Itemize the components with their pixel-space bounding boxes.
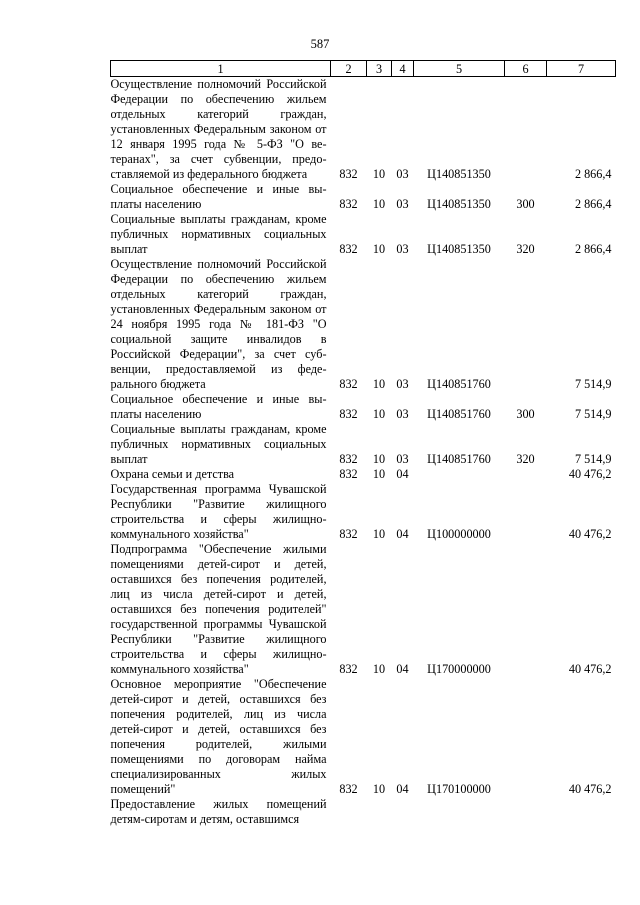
table-row — [111, 482, 616, 542]
row-admin-code-cell: 832 — [339, 167, 358, 181]
row-admin-code-cell — [331, 797, 367, 827]
row-subsection-cell: 03 — [396, 167, 409, 181]
row-amount-cell: 40 476,2 — [568, 782, 612, 796]
row-target-article-cell: Ц140851350 — [427, 167, 491, 181]
header-col-6: 6 — [505, 61, 547, 77]
row-amount-cell — [547, 797, 616, 827]
table-row — [111, 257, 616, 392]
table-row — [111, 422, 616, 467]
row-target-article-cell: Ц170000000 — [427, 662, 491, 676]
header-col-1: 1 — [111, 61, 331, 77]
row-name-cell: Государственная программа Чувашской Республики "Развитие жилищного строительства и сферы жилищно-коммунального хозяйства" — [110, 482, 327, 541]
row-section-cell: 10 — [372, 782, 386, 796]
table-row — [111, 212, 616, 257]
row-name-cell: Предоставление жилых помещений детям-сиротам и детям, оставшимся — [110, 797, 327, 826]
row-expense-type-cell — [505, 257, 547, 392]
row-amount-cell: 2 866,4 — [574, 242, 612, 256]
row-name-cell: Подпрограмма "Обеспечение жилыми помещениями детей-сирот и детей, оставшихся без попечения родителей, лиц из числа детей-сирот и детей, оставшихся без попечения родителей" государственной программы Чувашской Республики "Развитие жилищного строительства и сферы жилищно-коммунального хозяйства" — [110, 542, 327, 676]
row-section-cell: 10 — [372, 452, 386, 466]
header-col-4: 4 — [392, 61, 414, 77]
row-expense-type-cell: 320 — [516, 452, 535, 466]
row-subsection-cell: 03 — [396, 242, 409, 256]
row-expense-type-cell: 300 — [516, 197, 535, 211]
row-section-cell: 10 — [372, 167, 386, 181]
row-target-article-cell — [414, 467, 505, 482]
row-amount-cell: 7 514,9 — [574, 377, 612, 391]
row-target-article-cell: Ц100000000 — [427, 527, 491, 541]
header-col-2: 2 — [331, 61, 367, 77]
row-admin-code-cell: 832 — [339, 242, 358, 256]
row-amount-cell: 40 476,2 — [568, 527, 612, 541]
row-expense-type-cell — [505, 797, 547, 827]
row-name-cell: Социальное обеспечение и иные выплаты населению — [110, 182, 327, 211]
row-target-article-cell: Ц140851760 — [427, 452, 491, 466]
row-subsection-cell: 03 — [396, 407, 409, 421]
table-header — [111, 61, 616, 77]
row-amount-cell: 40 476,2 — [568, 662, 612, 676]
row-subsection-cell: 04 — [396, 782, 409, 796]
row-section-cell: 10 — [372, 467, 386, 481]
row-admin-code-cell: 832 — [339, 467, 358, 481]
row-target-article-cell: Ц140851350 — [427, 197, 491, 211]
row-subsection-cell: 03 — [396, 452, 409, 466]
row-subsection-cell — [392, 797, 414, 827]
row-admin-code-cell: 832 — [339, 452, 358, 466]
row-section-cell: 10 — [372, 662, 386, 676]
row-amount-cell: 40 476,2 — [568, 467, 612, 481]
table-row — [111, 467, 616, 482]
header-col-5: 5 — [414, 61, 505, 77]
row-target-article-cell — [414, 797, 505, 827]
row-amount-cell: 7 514,9 — [574, 452, 612, 466]
table-body — [111, 77, 616, 828]
row-amount-cell: 7 514,9 — [574, 407, 612, 421]
row-name-cell: Социальное обеспечение и иные выплаты населению — [110, 392, 327, 421]
row-target-article-cell: Ц170100000 — [427, 782, 491, 796]
row-expense-type-cell — [505, 482, 547, 542]
row-admin-code-cell: 832 — [339, 782, 358, 796]
row-subsection-cell: 03 — [396, 377, 409, 391]
table-row — [111, 542, 616, 677]
row-subsection-cell: 04 — [396, 467, 409, 481]
row-name-cell: Осуществление полномочий Российской Федерации по обеспечению жильем отдельных категорий граждан, установленных Федеральным законом от 24 ноября 1995 года № 181-ФЗ "О социальной защите инвалидов в Российской Федерации", за счет субвенции, предоставляемой из федерального бюджета — [110, 257, 327, 391]
page-number: 587 — [310, 37, 330, 51]
row-subsection-cell: 04 — [396, 527, 409, 541]
table-row — [111, 77, 616, 183]
row-section-cell: 10 — [372, 197, 386, 211]
row-expense-type-cell — [505, 542, 547, 677]
row-name-cell: Социальные выплаты гражданам, кроме публичных нормативных социальных выплат — [110, 422, 327, 466]
row-amount-cell: 2 866,4 — [574, 167, 612, 181]
row-admin-code-cell: 832 — [339, 407, 358, 421]
budget-table — [110, 60, 616, 827]
header-col-7: 7 — [547, 61, 616, 77]
row-section-cell: 10 — [372, 377, 386, 391]
row-admin-code-cell: 832 — [339, 527, 358, 541]
header-col-3: 3 — [367, 61, 392, 77]
row-subsection-cell: 04 — [396, 662, 409, 676]
row-expense-type-cell: 300 — [516, 407, 535, 421]
row-name-cell: Осуществление полномочий Российской Федерации по обеспечению жильем отдельных категорий граждан, установленных Федеральным законом от 12 января 1995 года № 5-ФЗ "О ветеранах", за счет субвенции, предоставляемой из федерального бюджета — [110, 77, 327, 181]
row-target-article-cell: Ц140851760 — [427, 377, 491, 391]
row-admin-code-cell: 832 — [339, 197, 358, 211]
row-expense-type-cell — [505, 677, 547, 797]
row-admin-code-cell: 832 — [339, 377, 358, 391]
row-target-article-cell: Ц140851760 — [427, 407, 491, 421]
row-admin-code-cell: 832 — [339, 662, 358, 676]
row-section-cell: 10 — [372, 407, 386, 421]
row-section-cell — [367, 797, 392, 827]
row-expense-type-cell — [505, 467, 547, 482]
row-name-cell: Охрана семьи и детства — [110, 467, 235, 481]
row-expense-type-cell: 320 — [516, 242, 535, 256]
row-amount-cell: 2 866,4 — [574, 197, 612, 211]
row-name-cell: Основное мероприятие "Обеспечение детей-сирот и детей, оставшихся без попечения родителей, лиц из числа детей-сирот и детей, оставшихся без попечения родителей, жилыми помещениями по договорам найма специализированных жилых помещений" — [110, 677, 327, 796]
row-section-cell: 10 — [372, 527, 386, 541]
row-name-cell: Социальные выплаты гражданам, кроме публичных нормативных социальных выплат — [110, 212, 327, 256]
table-row — [111, 182, 616, 212]
row-section-cell: 10 — [372, 242, 386, 256]
table-row — [111, 392, 616, 422]
row-target-article-cell: Ц140851350 — [427, 242, 491, 256]
row-expense-type-cell — [505, 77, 547, 183]
table-row — [111, 797, 616, 827]
row-subsection-cell: 03 — [396, 197, 409, 211]
table-row — [111, 677, 616, 797]
